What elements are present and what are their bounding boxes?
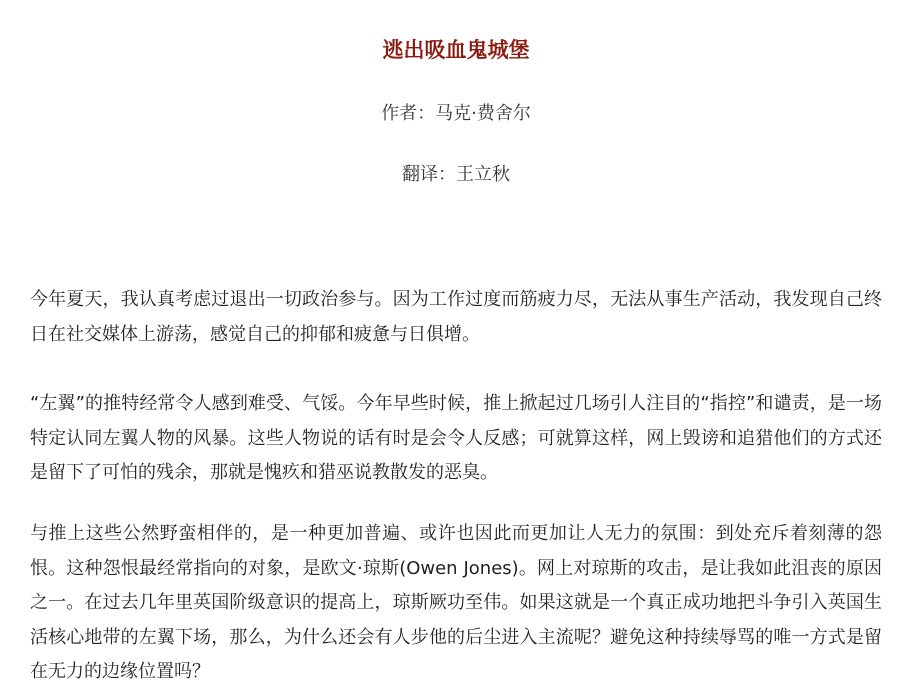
paragraph: 与推上这些公然野蛮相伴的，是一种更加普遍、或许也因此而更加让人无力的氛围：到处充斥着刻薄的怨恨。这种怨恨最经常指向的对象，是欧文·琼斯(Owen Jones)。网上对琼斯的攻击，是让我如此沮丧的原因之一。在过去几年里英国阶级意识的提高上，琼斯厥功至伟。如果这就是一个真正成功地把斗争引入英国生活核心地带的左翼下场，那么，为什么还会有人步他的后尘进入主流呢？避免这种持续辱骂的唯一方式是留在无力的边缘位置吗？ [30, 523, 882, 682]
paragraph: “左翼”的推特经常令人感到难受、气馁。今年早些时候，推上掀起过几场引人注目的“指控”和谴责，是一场特定认同左翼人物的风暴。这些人物说的话有时是会令人反感；可就算这样，网上毁谤和追猎他们的方式还是留下了可怕的残余，那就是愧疚和猎巫说教散发的恶臭。 [30, 393, 882, 483]
paragraph: 今年夏天，我认真考虑过退出一切政治参与。因为工作过度而筋疲力尽，无法从事生产活动，我发现自己终日在社交媒体上游荡，感觉自己的抑郁和疲惫与日俱增。 [30, 289, 882, 345]
author-line: 作者：马克·费舍尔 [381, 103, 531, 124]
translator-line: 翻译：王立秋 [402, 164, 510, 185]
article-title: 逃出吸血鬼城堡 [382, 38, 530, 62]
